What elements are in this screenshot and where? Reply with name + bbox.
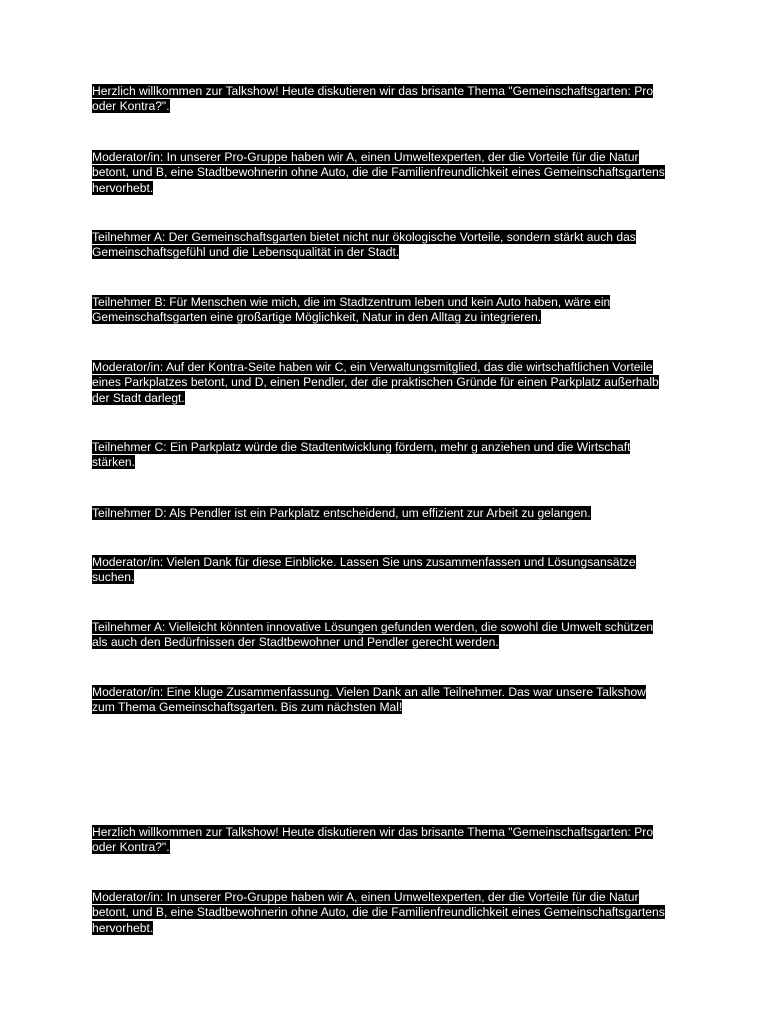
- text-line: oder Kontra?".: [92, 99, 170, 114]
- text-line: Teilnehmer A: Vielleicht könnten innovative Lösungen gefunden werden, die sowohl die Umwelt schützen: [92, 620, 654, 634]
- text-line: Teilnehmer C: Ein Parkplatz würde die Stadtentwicklung fördern, mehr g anziehen und die Wirtschaft: [92, 440, 631, 454]
- paragraph-participant-a: [92, 230, 678, 261]
- text-line: Teilnehmer A: Der Gemeinschaftsgarten bietet nicht nur ökologische Vorteile, sondern stärkt auch das: [92, 230, 636, 244]
- paragraph-participant-d: [92, 506, 678, 521]
- text-line: stärken.: [92, 455, 136, 470]
- text-line: Teilnehmer B: Für Menschen wie mich, die im Stadtzentrum leben und kein Auto haben, wäre ein: [92, 295, 611, 309]
- text-line: der Stadt darlegt.: [92, 390, 185, 405]
- paragraph-moderator-pro: [92, 150, 678, 196]
- text-line: Teilnehmer D: Als Pendler ist ein Parkplatz entscheidend, um effizient zur Arbeit zu gelangen.: [92, 506, 591, 520]
- text-line: Moderator/in: In unserer Pro-Gruppe haben wir A, einen Umweltexperten, der die Vorteile für die Natur: [92, 890, 639, 904]
- paragraph-intro-repeat: [92, 825, 678, 856]
- text-line: hervorhebt.: [92, 180, 154, 195]
- text-line: Gemeinschaftsgarten eine großartige Möglichkeit, Natur in den Alltag zu integrieren.: [92, 310, 542, 325]
- text-line: suchen.: [92, 570, 135, 585]
- text-line: Herzlich willkommen zur Talkshow! Heute diskutieren wir das brisante Thema "Gemeinschaftsgarten: Pro: [92, 825, 654, 839]
- text-line: eines Parkplatzes betont, und D, einen Pendler, der die praktischen Gründe für einen Parkplatz außerhalb: [92, 375, 659, 390]
- paragraph-moderator-closing: [92, 685, 678, 716]
- text-line: als auch den Bedürfnissen der Stadtbewohner und Pendler gerecht werden.: [92, 635, 499, 650]
- paragraph-moderator-summary: [92, 555, 678, 586]
- text-line: hervorhebt.: [92, 920, 154, 935]
- text-line: betont, und B, eine Stadtbewohnerin ohne Auto, die die Familienfreundlichkeit eines Gemeinschaftsgartens: [92, 165, 665, 180]
- paragraph-moderator-pro-repeat: [92, 890, 678, 936]
- paragraph-intro: [92, 84, 678, 115]
- text-line: Moderator/in: In unserer Pro-Gruppe haben wir A, einen Umweltexperten, der die Vorteile für die Natur: [92, 150, 639, 164]
- text-line: Moderator/in: Auf der Kontra-Seite haben wir C, ein Verwaltungsmitglied, das die wirtschaftlichen Vorteile: [92, 360, 653, 374]
- text-line: Herzlich willkommen zur Talkshow! Heute diskutieren wir das brisante Thema "Gemeinschaftsgarten: Pro: [92, 84, 654, 98]
- text-line: oder Kontra?".: [92, 840, 170, 855]
- text-line: Gemeinschaftsgefühl und die Lebensqualität in der Stadt.: [92, 245, 400, 260]
- paragraph-participant-a-solution: [92, 620, 678, 651]
- paragraph-participant-b: [92, 295, 678, 326]
- text-line: Moderator/in: Eine kluge Zusammenfassung. Vielen Dank an alle Teilnehmer. Das war unsere Talkshow: [92, 685, 646, 699]
- text-line: zum Thema Gemeinschaftsgarten. Bis zum nächsten Mal!: [92, 700, 403, 715]
- paragraph-moderator-contra: [92, 360, 678, 406]
- paragraph-participant-c: [92, 440, 678, 471]
- text-line: Moderator/in: Vielen Dank für diese Einblicke. Lassen Sie uns zusammenfassen und Lösungsansätze: [92, 555, 636, 569]
- text-line: betont, und B, eine Stadtbewohnerin ohne Auto, die die Familienfreundlichkeit eines Gemeinschaftsgartens: [92, 905, 665, 920]
